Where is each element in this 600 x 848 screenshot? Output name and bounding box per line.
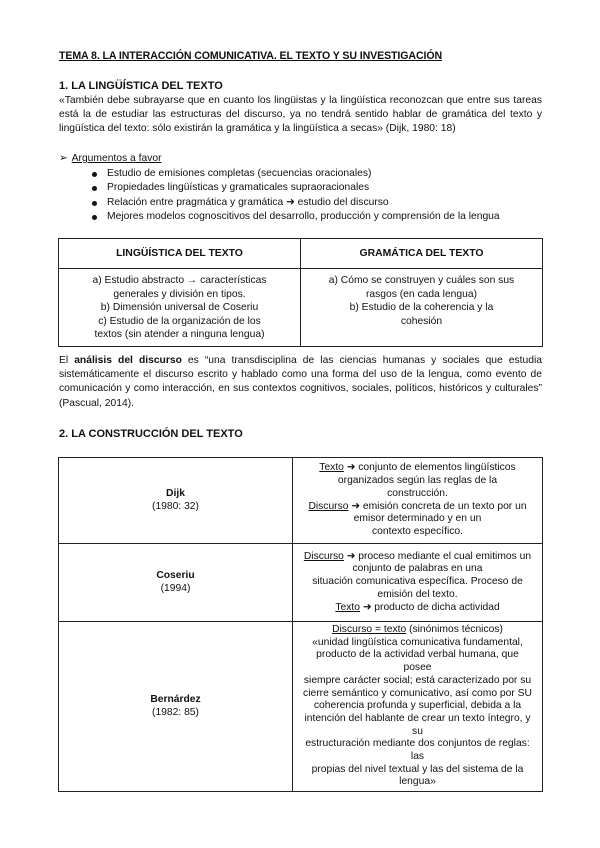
definition-cell: Discurso = texto (sinónimos técnicos) «unidad lingüística comunicativa fundamental, producto de la actividad verbal humana, que posee siempre carácter social; está caracterizado por su cierre semántico y comunicativo, así como por SU coherencia profunda y superficial, debida a la intención del hablante de crear un texto íntegro, y su estructuración mediante dos conjuntos de reglas: las propias del nivel textual y las del sistema de la lengua» <box>293 622 543 792</box>
col-header-linguistica: LINGÜÍSTICA DEL TEXTO <box>59 239 301 269</box>
table-row <box>59 458 543 544</box>
definition-cell: Texto ➜ conjunto de elementos lingüísticos organizados según las reglas de la construcción. Discurso ➜ emisión concreta de un texto por un emisor determinado y en un contexto específico. <box>293 458 543 544</box>
author-cell: Dijk (1980: 32) <box>59 458 293 544</box>
gramatica-cell: a) Cómo se construyen y cuáles son sus rasgos (en cada lengua) b) Estudio de la coherencia y la cohesión <box>301 269 543 347</box>
comparison-table <box>58 238 543 347</box>
discourse-term: análisis del discurso <box>74 355 182 366</box>
definition-cell: Discurso ➜ proceso mediante el cual emitimos un conjunto de palabras en una situación comunicativa específica. Proceso de emisión del texto. Texto ➜ producto de dicha actividad <box>293 544 543 622</box>
author-cell: Bernárdez (1982: 85) <box>59 622 293 792</box>
construction-table <box>58 457 543 792</box>
table-row <box>59 544 543 622</box>
linguistica-cell: a) Estudio abstracto → características generales y división en tipos. b) Dimensión universal de Coseriu c) Estudio de la organización de los textos (sin atender a ninguna lengua) <box>59 269 301 347</box>
document-title: TEMA 8. LA INTERACCIÓN COMUNICATIVA. EL TEXTO Y SU INVESTIGACIÓN <box>59 50 443 62</box>
bullet-icon <box>92 215 97 220</box>
discourse-analysis-paragraph: El análisis del discurso es “una transdisciplina de las ciencias humanas y sociales que estudia sistemáticamente el discurso escrito y hablado como una forma del uso de la lengua, como evento de comunicación y como interacción, en sus contextos cognitivos, sociales, políticos, históricos y culturales” (Pascual, 2014). <box>59 355 542 409</box>
bullet-icon <box>92 186 97 191</box>
bullet-icon <box>92 172 97 177</box>
bullet-icon <box>92 201 97 206</box>
section-2-heading: 2. LA CONSTRUCCIÓN DEL TEXTO <box>59 428 243 440</box>
list-item: Estudio de emisiones completas (secuencias oracionales) <box>59 167 549 182</box>
table-row <box>59 622 543 792</box>
author-cell: Coseriu (1994) <box>59 544 293 622</box>
dijk-quote: «También debe subrayarse que en cuanto los lingüistas y la lingüística reconozcan que entre sus tareas está la de estudiar las estructuras del discurso, ya no tendrá sentido hablar de gramática del texto y lingüística del texto: sólo existirán la gramática y la lingüística a secas» (Dijk, 1980: 18) <box>59 95 542 135</box>
arguments-heading <box>59 152 549 167</box>
list-item: Propiedades lingüísticas y gramaticales supraoracionales <box>59 181 549 196</box>
section-1-heading: 1. LA LINGÜÍSTICA DEL TEXTO <box>59 80 223 92</box>
col-header-gramatica: GRAMÁTICA DEL TEXTO <box>301 239 543 269</box>
arguments-list <box>59 167 549 225</box>
list-item: Mejores modelos cognoscitivos del desarrollo, producción y comprensión de la lengua <box>59 210 549 225</box>
list-item: Relación entre pragmática y gramática ➜ estudio del discurso <box>59 196 549 211</box>
arguments-label: Argumentos a favor <box>71 153 162 164</box>
arrowhead-bullet-icon: ➢ <box>59 153 68 164</box>
arguments-block <box>59 152 549 225</box>
